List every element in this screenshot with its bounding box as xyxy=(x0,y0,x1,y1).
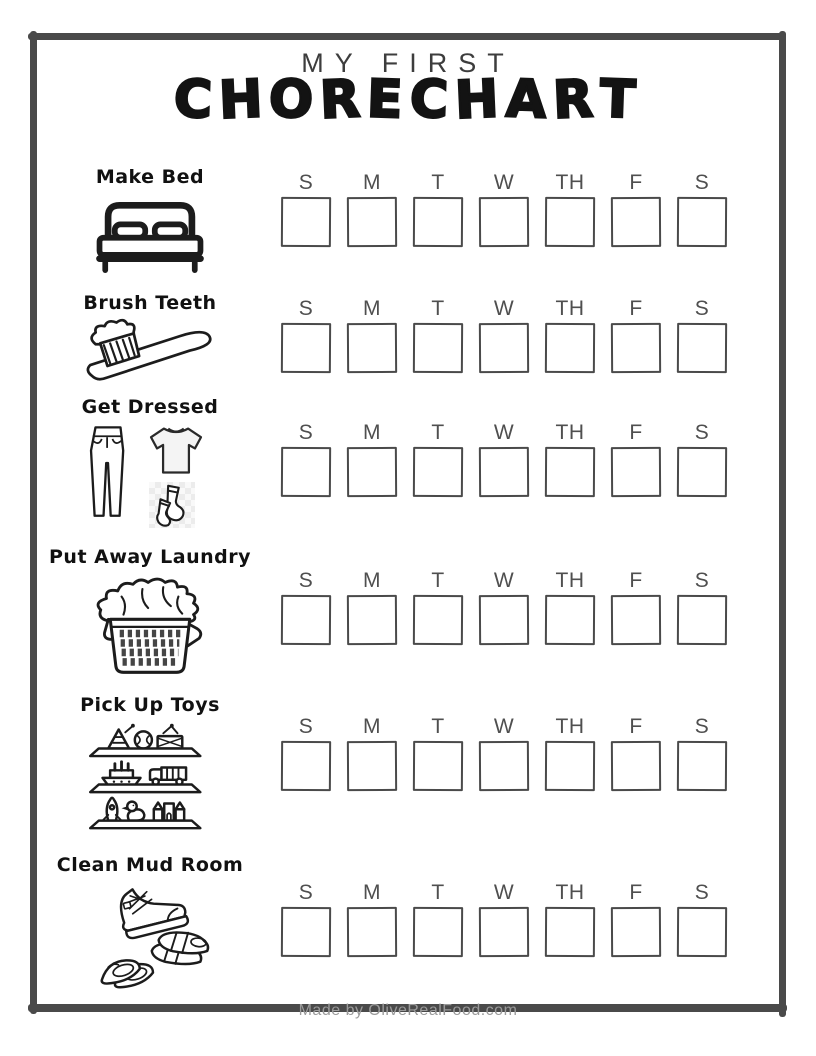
day-header-S: S xyxy=(298,297,314,320)
day-checkbox[interactable] xyxy=(611,595,661,645)
day-checkbox[interactable] xyxy=(347,323,397,373)
day-header-W: W xyxy=(493,715,515,738)
day-header-F: F xyxy=(629,421,643,444)
toy-shelves-icon xyxy=(86,720,214,832)
day-column-4 xyxy=(545,298,595,373)
day-header-F: F xyxy=(629,171,643,194)
day-checkbox[interactable] xyxy=(479,907,529,957)
chore-label: Get Dressed xyxy=(81,396,219,418)
chore-brush-teeth xyxy=(40,292,260,385)
day-checkbox[interactable] xyxy=(347,447,397,497)
day-header-S: S xyxy=(694,715,710,738)
day-column-2 xyxy=(413,298,463,373)
day-checkbox[interactable] xyxy=(677,323,727,373)
socks-icon xyxy=(149,482,195,528)
day-checkbox[interactable] xyxy=(281,595,331,645)
chore-label: Put Away Laundry xyxy=(49,546,251,568)
day-header-TH: TH xyxy=(555,569,585,592)
day-header-S: S xyxy=(694,421,710,444)
week-grid-put-away-laundry xyxy=(281,570,727,645)
pants-icon xyxy=(83,422,133,522)
tshirt-icon xyxy=(145,424,207,478)
day-checkbox[interactable] xyxy=(479,595,529,645)
chore-label: Clean Mud Room xyxy=(56,854,244,876)
week-grid-brush-teeth xyxy=(281,298,727,373)
day-checkbox[interactable] xyxy=(281,197,331,247)
toothbrush-icon xyxy=(82,318,218,385)
day-checkbox[interactable] xyxy=(611,197,661,247)
day-checkbox[interactable] xyxy=(677,741,727,791)
day-checkbox[interactable] xyxy=(479,323,529,373)
day-header-W: W xyxy=(493,881,515,904)
bed-icon xyxy=(92,192,208,272)
day-column-4 xyxy=(545,172,595,247)
socks-background xyxy=(149,482,195,528)
day-checkbox[interactable] xyxy=(347,595,397,645)
day-checkbox[interactable] xyxy=(545,197,595,247)
watermark: Made by OliveRealFood.com xyxy=(298,1002,518,1019)
day-column-5 xyxy=(611,298,661,373)
chore-make-bed xyxy=(40,166,260,272)
day-header-M: M xyxy=(363,297,381,320)
day-header-S: S xyxy=(298,171,314,194)
day-header-S: S xyxy=(298,881,314,904)
week-grid-get-dressed xyxy=(281,422,727,497)
week-grid-clean-mud-room xyxy=(281,882,727,957)
shoes-icon xyxy=(83,880,217,996)
day-checkbox[interactable] xyxy=(677,197,727,247)
day-column-0 xyxy=(281,298,331,373)
day-checkbox[interactable] xyxy=(479,447,529,497)
day-checkbox[interactable] xyxy=(545,907,595,957)
day-column-1 xyxy=(347,882,397,957)
day-column-2 xyxy=(413,570,463,645)
day-header-T: T xyxy=(431,569,445,592)
day-column-0 xyxy=(281,172,331,247)
day-checkbox[interactable] xyxy=(347,907,397,957)
day-header-T: T xyxy=(431,421,445,444)
day-header-TH: TH xyxy=(555,881,585,904)
day-header-M: M xyxy=(363,171,381,194)
day-header-TH: TH xyxy=(555,715,585,738)
day-checkbox[interactable] xyxy=(413,197,463,247)
day-column-3 xyxy=(479,298,529,373)
day-column-4 xyxy=(545,570,595,645)
day-checkbox[interactable] xyxy=(281,907,331,957)
day-header-W: W xyxy=(493,171,515,194)
day-checkbox[interactable] xyxy=(413,595,463,645)
day-column-5 xyxy=(611,716,661,791)
page-subtitle: MY FIRST xyxy=(301,48,515,78)
day-checkbox[interactable] xyxy=(611,907,661,957)
day-column-4 xyxy=(545,422,595,497)
day-column-0 xyxy=(281,570,331,645)
day-header-S: S xyxy=(694,881,710,904)
day-checkbox[interactable] xyxy=(347,197,397,247)
day-column-0 xyxy=(281,716,331,791)
day-column-3 xyxy=(479,716,529,791)
day-checkbox[interactable] xyxy=(347,741,397,791)
chore-label: Make Bed xyxy=(95,166,205,188)
day-column-6 xyxy=(677,882,727,957)
day-column-3 xyxy=(479,570,529,645)
day-checkbox[interactable] xyxy=(281,741,331,791)
day-column-2 xyxy=(413,172,463,247)
day-checkbox[interactable] xyxy=(479,197,529,247)
day-header-F: F xyxy=(629,881,643,904)
day-column-6 xyxy=(677,716,727,791)
day-column-1 xyxy=(347,422,397,497)
day-header-F: F xyxy=(629,569,643,592)
day-header-F: F xyxy=(629,297,643,320)
page-title: CHORECHART xyxy=(172,68,644,132)
day-header-TH: TH xyxy=(555,297,585,320)
day-header-F: F xyxy=(629,715,643,738)
day-header-S: S xyxy=(298,715,314,738)
day-checkbox[interactable] xyxy=(611,741,661,791)
chore-clean-mud-room xyxy=(40,854,260,996)
day-column-1 xyxy=(347,298,397,373)
day-header-M: M xyxy=(363,881,381,904)
chore-label: Brush Teeth xyxy=(83,292,217,314)
day-checkbox[interactable] xyxy=(413,907,463,957)
day-column-1 xyxy=(347,172,397,247)
day-header-TH: TH xyxy=(555,421,585,444)
day-header-T: T xyxy=(431,297,445,320)
day-header-M: M xyxy=(363,715,381,738)
day-column-4 xyxy=(545,716,595,791)
frame-left-border xyxy=(30,31,37,1014)
day-checkbox[interactable] xyxy=(545,741,595,791)
day-header-W: W xyxy=(493,297,515,320)
day-column-4 xyxy=(545,882,595,957)
day-header-W: W xyxy=(493,421,515,444)
day-column-5 xyxy=(611,882,661,957)
week-grid-make-bed xyxy=(281,172,727,247)
day-header-S: S xyxy=(298,421,314,444)
day-checkbox[interactable] xyxy=(677,447,727,497)
day-header-M: M xyxy=(363,569,381,592)
day-column-5 xyxy=(611,422,661,497)
chore-get-dressed xyxy=(40,396,260,528)
day-column-3 xyxy=(479,422,529,497)
day-column-5 xyxy=(611,570,661,645)
day-column-2 xyxy=(413,422,463,497)
day-checkbox[interactable] xyxy=(611,323,661,373)
day-column-0 xyxy=(281,422,331,497)
laundry-basket-icon xyxy=(87,572,213,678)
day-checkbox[interactable] xyxy=(413,447,463,497)
day-column-6 xyxy=(677,298,727,373)
day-header-S: S xyxy=(298,569,314,592)
chore-label: Pick Up Toys xyxy=(80,694,220,716)
week-grid-pick-up-toys xyxy=(281,716,727,791)
day-checkbox[interactable] xyxy=(281,447,331,497)
day-checkbox[interactable] xyxy=(677,595,727,645)
chore-pick-up-toys xyxy=(40,694,260,832)
day-checkbox[interactable] xyxy=(413,741,463,791)
frame-right-border xyxy=(779,31,786,1017)
day-column-3 xyxy=(479,172,529,247)
day-checkbox[interactable] xyxy=(413,323,463,373)
frame-top-border xyxy=(28,33,785,40)
day-header-T: T xyxy=(431,881,445,904)
day-header-TH: TH xyxy=(555,171,585,194)
day-checkbox[interactable] xyxy=(281,323,331,373)
day-column-1 xyxy=(347,716,397,791)
day-checkbox[interactable] xyxy=(545,447,595,497)
chore-put-away-laundry xyxy=(40,546,260,678)
day-column-1 xyxy=(347,570,397,645)
day-column-2 xyxy=(413,882,463,957)
day-checkbox[interactable] xyxy=(545,595,595,645)
day-header-S: S xyxy=(694,297,710,320)
day-header-M: M xyxy=(363,421,381,444)
day-column-6 xyxy=(677,570,727,645)
day-checkbox[interactable] xyxy=(545,323,595,373)
day-column-0 xyxy=(281,882,331,957)
day-checkbox[interactable] xyxy=(677,907,727,957)
day-checkbox[interactable] xyxy=(479,741,529,791)
day-column-6 xyxy=(677,422,727,497)
day-header-T: T xyxy=(431,171,445,194)
day-header-S: S xyxy=(694,171,710,194)
day-header-W: W xyxy=(493,569,515,592)
day-column-3 xyxy=(479,882,529,957)
day-checkbox[interactable] xyxy=(611,447,661,497)
day-column-2 xyxy=(413,716,463,791)
day-header-S: S xyxy=(694,569,710,592)
day-column-5 xyxy=(611,172,661,247)
day-header-T: T xyxy=(431,715,445,738)
day-column-6 xyxy=(677,172,727,247)
clothes-icons xyxy=(83,422,217,528)
